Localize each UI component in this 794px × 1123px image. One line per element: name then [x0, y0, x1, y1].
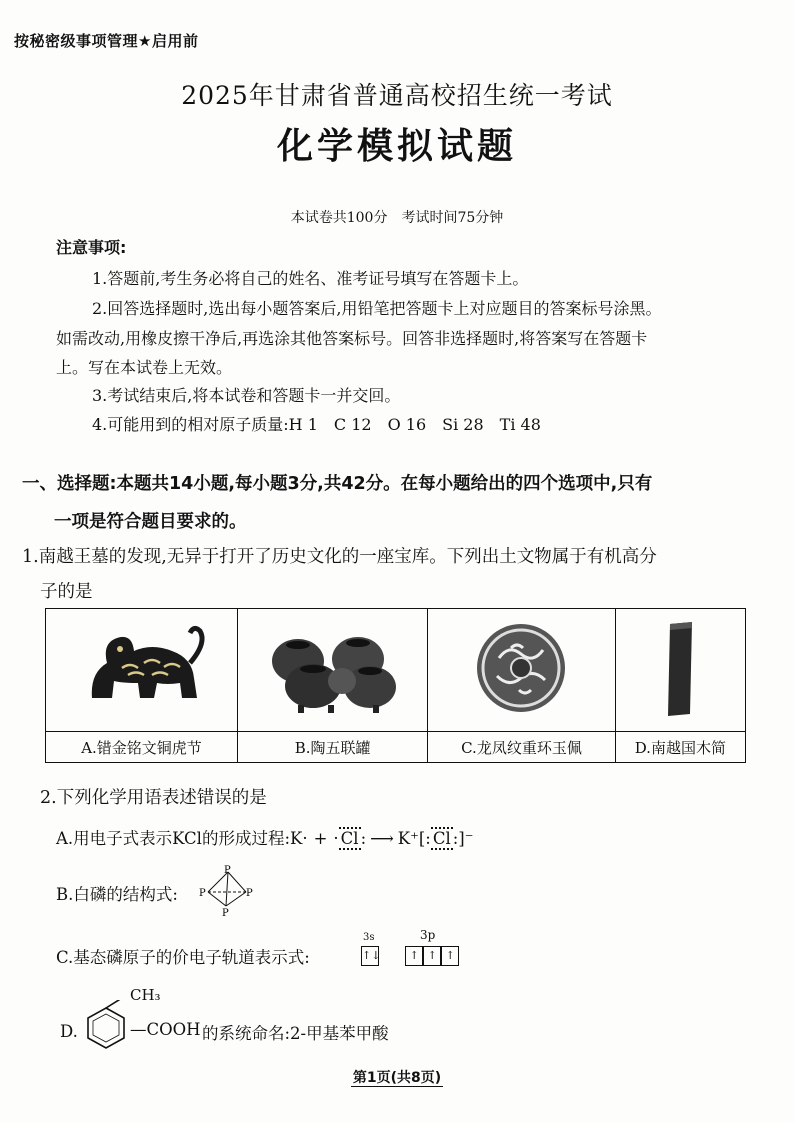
orbital-3s-label: 3s [363, 932, 375, 943]
section-heading: 一、选择题:本题共14小题,每小题3分,共42分。在每小题给出的四个选项中,只有 [22, 474, 653, 494]
option-d-image-cell [615, 609, 745, 732]
note-item: 上。写在本试卷上无效。 [56, 358, 233, 377]
wooden-slip-icon [660, 618, 700, 718]
p-atom-top: P [224, 865, 231, 876]
option-b-label: B.陶五联罐 [238, 732, 428, 763]
option-d-text: 的系统命名:2-甲基苯甲酸 [202, 1024, 389, 1043]
exam-info: 本试卷共100分 考试时间75分钟 [290, 210, 504, 226]
p-atom-left: P [199, 888, 206, 899]
orbital-diagram [361, 945, 459, 966]
option-a-image-cell [46, 609, 238, 732]
orbital-3p-box: ↑ [441, 946, 459, 966]
jade-pendant-icon [471, 618, 571, 718]
option-d-label: D.南越国木简 [615, 732, 745, 763]
option-c-label: C.龙凤纹重环玉佩 [428, 732, 615, 763]
orbital-3s-box: ↑↓ [361, 946, 379, 966]
orbital-3p-box: ↑ [423, 946, 441, 966]
orbital-3p-box: ↑ [405, 946, 423, 966]
p-atom-bottom: P [222, 908, 229, 918]
note-item: 如需改动,用橡皮擦干净后,再选涂其他答案标号。回答非选择题时,将答案写在答题卡 [56, 329, 648, 348]
kcl-formation-formula: K· + · Cl : ⟶ K⁺[: Cl :]⁻ [290, 829, 474, 848]
pottery-jars-icon [258, 621, 408, 716]
white-phosphorus-structure [196, 862, 258, 918]
option-c-image-cell [428, 609, 615, 732]
question-1-options-table [45, 608, 746, 763]
bronze-tiger-tally-icon [72, 623, 212, 713]
question-1-stem-cont: 子的是 [40, 582, 93, 602]
note-item: 3.考试结束后,将本试卷和答题卡一并交回。 [92, 386, 401, 405]
carboxyl-group: —COOH [130, 1020, 201, 1039]
confidential-label: 按秘密级事项管理★启用前 [14, 32, 199, 50]
section-heading-cont: 一项是符合题目要求的。 [54, 512, 247, 532]
benzene-ring-icon [82, 1000, 130, 1052]
note-item: 4.可能用到的相对原子质量:H 1 C 12 O 16 Si 28 Ti 48 [92, 415, 541, 434]
orbital-3p-label: 3p [420, 928, 436, 942]
question-2-option-b: B.白磷的结构式: [56, 885, 178, 904]
question-2-option-a [56, 825, 473, 849]
note-item: 2.回答选择题时,选出每小题答案后,用铅笔把答题卡上对应题目的答案标号涂黑。 [92, 299, 662, 318]
question-2-option-c: C.基态磷原子的价电子轨道表示式: [56, 948, 310, 967]
notes-title: 注意事项: [56, 238, 127, 257]
question-1-stem: 1.南越王墓的发现,无异于打开了历史文化的一座宝库。下列出土文物属于有机高分 [22, 547, 657, 567]
note-item: 1.答题前,考生务必将自己的姓名、准考证号填写在答题卡上。 [92, 269, 529, 288]
option-a-label: A.错金铭文铜虎节 [46, 732, 238, 763]
subject-title: 化学模拟试题 [276, 125, 517, 167]
question-2-option-d-label: D. [60, 1022, 78, 1041]
methyl-group: CH₃ [130, 986, 161, 1004]
question-2-stem: 2.下列化学用语表述错误的是 [40, 788, 267, 808]
p-atom-right: P [246, 888, 253, 899]
exam-title: 2025年甘肃省普通高校招生统一考试 [181, 81, 613, 110]
option-b-image-cell [238, 609, 428, 732]
option-a-text: A.用电子式表示KCl的形成过程: [56, 829, 291, 848]
page-number: 第1页(共8页) [352, 1070, 442, 1086]
